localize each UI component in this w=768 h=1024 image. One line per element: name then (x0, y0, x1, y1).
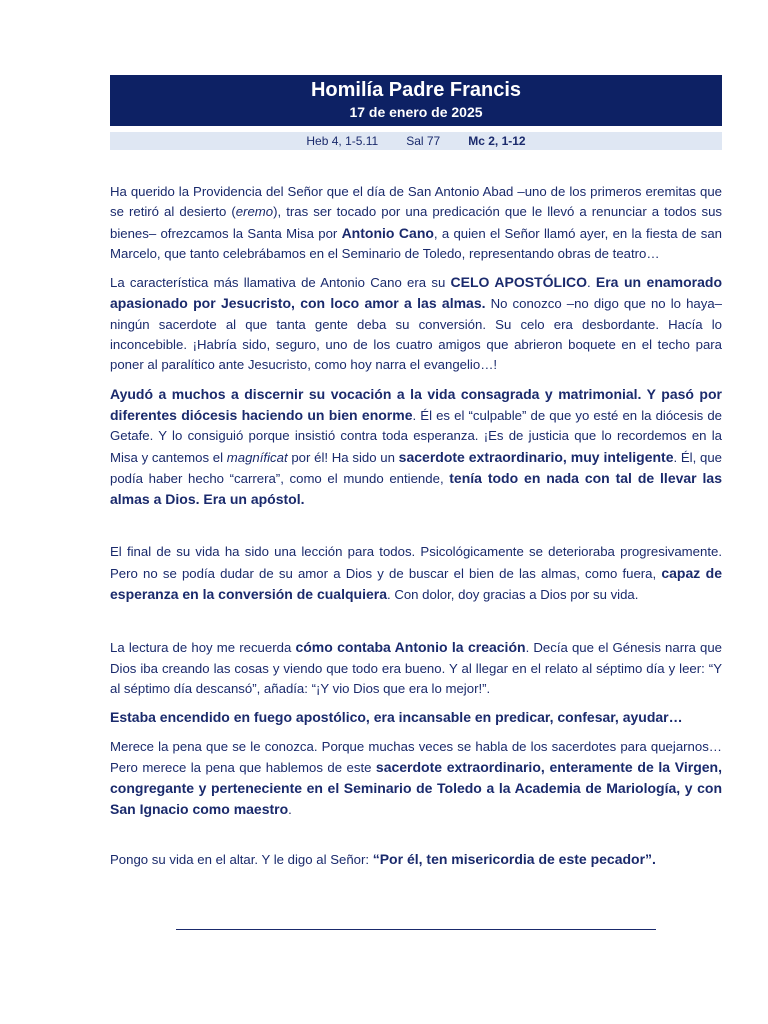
paragraph-5 (110, 637, 722, 699)
homily-date: 17 de enero de 2025 (349, 104, 483, 120)
p1-italic: eremo (235, 204, 274, 220)
paragraph-7 (110, 737, 722, 821)
p5-text-1: La lectura de hoy me recuerda (110, 640, 296, 656)
homily-header (110, 75, 722, 126)
paragraph-6 (110, 707, 722, 728)
p7-text-1: Merece la pena que se le conozca. Porque muchas veces se habla de los sacerdotes para quejarnos… Pero merece la pena que hablemos de este (110, 738, 722, 775)
p8-text-1: Pongo su vida en el altar. Y le digo al Señor: (110, 851, 373, 867)
p3-bold-1: Ayudó a muchos a discernir su vocación a la vida consagrada y matrimonial. Y pasó por diferentes diócesis haciendo un bien enorme (110, 385, 722, 423)
paragraph-8 (110, 849, 722, 870)
p3-bold-3: tenía todo en nada con tal de llevar las almas a Dios. Era un apóstol. (110, 469, 722, 508)
p4-text-2: . Con dolor, doy gracias a Dios por su vida. (387, 587, 639, 603)
p3-bold-2: sacerdote extraordinario, muy inteligente (398, 448, 674, 465)
p7-bold-1: sacerdote extraordinario, enteramente de la Virgen, congregante y perteneciente en el Seminario de Toledo a la Academia de Mariología, y con San Ignacio como maestro (110, 758, 722, 818)
p4-text-1: El final de su vida ha sido una lección para todos. Psicológicamente se deterioraba progresivamente. Pero no se podía dudar de su amor a Dios y de buscar el bien de las almas, como fuera, (110, 544, 722, 581)
gospel-reading: Mc 2, 1-12 (468, 134, 526, 148)
p1-bold-1: Antonio Cano (341, 224, 434, 241)
first-reading: Heb 4, 1-5.11 (306, 134, 379, 148)
p5-text-2: . Decía que el Génesis narra que Dios iba creando las cosas y viendo que todo era bueno. Y al llegar en el relato al séptimo día y leer: “Y al séptimo día descansó”, añadía: “¡Y vio Dios que era lo mejor!”. (110, 640, 722, 696)
p1-text-1: Ha querido la Providencia del Señor que el día de San Antonio Abad –uno de los primeros eremitas que se retiró al desierto ( (110, 184, 722, 220)
p3-italic: magníficat (226, 449, 288, 465)
closing-rule (176, 929, 656, 930)
p2-bold-1: CELO APOSTÓLICO (450, 274, 587, 291)
p2-text-1: La característica más llamativa de Antonio Cano era su (110, 275, 451, 291)
p7-text-2: . (288, 802, 292, 818)
p3-text-1: . Él es el “culpable” de que yo esté en la diócesis de Getafe. Y lo consiguió porque insistió contra toda esperanza. ¡Es de justicia que lo recordemos en la Misa y cantemos el (110, 407, 722, 465)
p3-text-3: . Él, que podía haber hecho “carrera”, como el mundo entiende, (110, 449, 722, 486)
p8-bold-1: “Por él, ten misericordia de este pecador”. (372, 850, 656, 867)
p3-text-2: por él! Ha sido un (287, 449, 399, 465)
p4-bold-1: capaz de esperanza en la conversión de cualquiera (110, 564, 723, 603)
p6-bold-1: Estaba encendido en fuego apostólico, era incansable en predicar, confesar, ayudar… (110, 709, 683, 726)
p5-bold-1: cómo contaba Antonio la creación (295, 639, 526, 656)
paragraph-3 (110, 384, 722, 511)
p1-text-2: ), tras ser tocado por una predicación que le llevó a renunciar a todos sus bienes– ofrezcamos la Santa Misa por (110, 204, 722, 241)
paragraph-2 (110, 272, 722, 375)
p2-bold-2: Era un enamorado apasionado por Jesucristo, con loco amor a las almas. (110, 274, 722, 312)
p1-text-3: , a quien el Señor llamó ayer, en la fiesta de san Marcelo, que tanto celebrábamos en el Seminario de Toledo, representando obras de teatro… (110, 225, 723, 261)
homily-body (110, 182, 722, 870)
paragraph-4 (110, 542, 722, 605)
psalm-reading: Sal 77 (406, 134, 441, 148)
homily-title: Homilía Padre Francis (310, 79, 522, 101)
p2-text-3: No conozco –no digo que no lo haya– ningún sacerdote al que tanta gente deba su conversión. Su celo era desbordante. Hacía lo inconcebible. ¡Habría sido, seguro, uno de los cuatro amigos que abrieron boquete en el techo para poner al paralítico ante Jesucristo, como hoy narra el evangelio…! (110, 296, 722, 373)
p2-text-2: . (586, 275, 596, 291)
readings-bar (110, 132, 722, 150)
paragraph-1 (110, 182, 722, 264)
